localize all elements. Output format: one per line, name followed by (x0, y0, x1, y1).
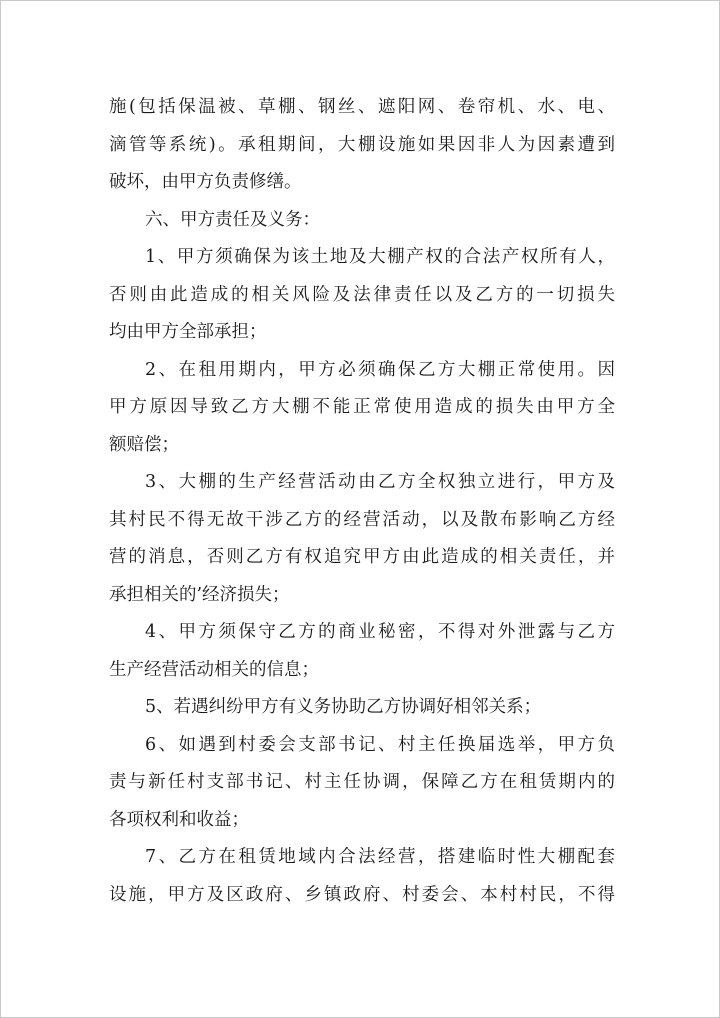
text-line: 其村民不得无故干涉乙方的经营活动，以及散布影响乙方经 (109, 509, 615, 530)
text-line: 1、甲方须确保为该土地及大棚产权的合法产权所有人， (145, 247, 615, 267)
text-line: 营的消息，否则乙方有权追究甲方由此造成的相关责任，并 (109, 547, 615, 567)
document-body (109, 89, 615, 914)
text-line: 7、乙方在租赁地域内合法经营，搭建临时性大棚配套 (145, 847, 615, 867)
text-line: 甲方原因导致乙方大棚不能正常使用造成的损失由甲方全 (109, 397, 615, 417)
text-line: 3、大棚的生产经营活动由乙方全权独立进行，甲方及 (145, 472, 615, 492)
text-line: 六、甲方责任及义务： (145, 209, 320, 230)
text-line: 承担相关的’经济损失； (109, 584, 290, 605)
text-line: 否则由此造成的相关风险及法律责任以及乙方的一切损失 (109, 284, 615, 305)
text-line: 4、甲方须保守乙方的商业秘密，不得对外泄露与乙方 (145, 622, 615, 642)
text-line: 生产经营活动相关的信息； (109, 659, 319, 680)
text-line: 施(包括保温被、草棚、钢丝、遮阳网、卷帘机、水、电、 (109, 97, 615, 117)
text-line: 各项权利和收益； (109, 809, 249, 830)
text-line: 6、如遇到村委会支部书记、村主任换届选举，甲方负 (145, 734, 615, 755)
text-line: 破坏，由甲方负责修缮。 (109, 172, 302, 192)
text-line: 额赔偿； (109, 434, 179, 455)
text-line: 2、在租用期内，甲方必须确保乙方大棚正常使用。因 (145, 359, 615, 380)
text-line: 均由甲方全部承担； (109, 322, 267, 342)
text-line: 责与新任村支部书记、村主任协调，保障乙方在租赁期内的 (109, 772, 615, 792)
text-line: 滴管等系统)。承租期间，大棚设施如果因非人为因素遭到 (109, 134, 615, 155)
text-line: 5、若遇纠纷甲方有义务协助乙方协调好相邻关系； (145, 697, 542, 717)
text-line: 设施，甲方及区政府、乡镇政府、村委会、本村村民，不得 (109, 884, 615, 905)
